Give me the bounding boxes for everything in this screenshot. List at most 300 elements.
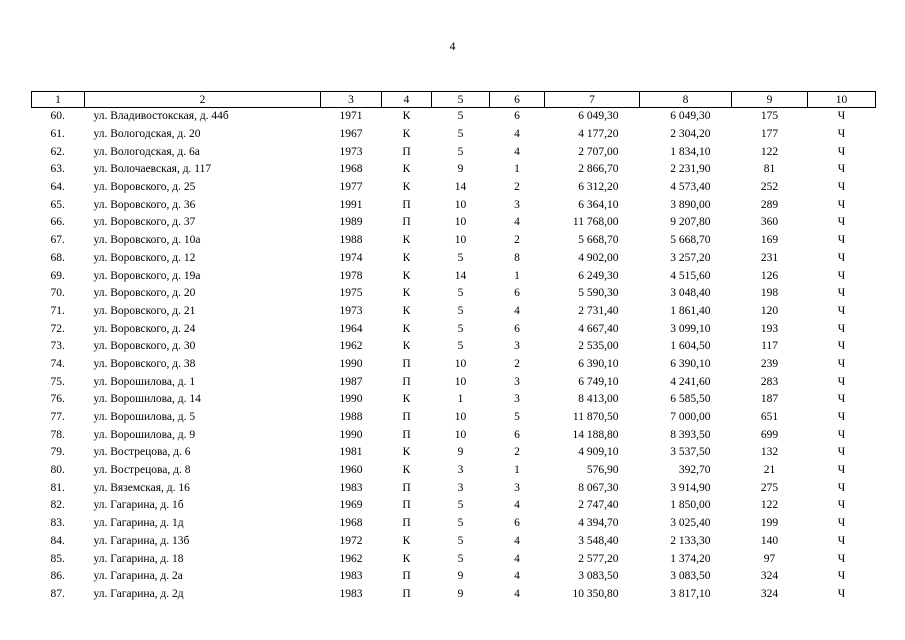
row-number-cell: 61. — [50, 128, 65, 141]
address-cell: ул. Вяземская, д. 16 — [93, 481, 190, 494]
total-area-cell: 6 364,10 — [578, 198, 619, 211]
residents-cell: 360 — [760, 216, 779, 229]
entrances-cell: 3 — [514, 375, 520, 388]
entrances-cell: 4 — [514, 145, 520, 158]
living-area-cell: 3 048,40 — [670, 287, 711, 300]
column-header: 9 — [732, 92, 808, 108]
total-area-cell: 6 390,10 — [578, 357, 619, 370]
row-number-cell: 85. — [50, 552, 65, 565]
floors-cell: 5 — [457, 340, 464, 353]
floors-cell: 5 — [457, 322, 464, 335]
total-area-cell: 576,90 — [586, 464, 619, 477]
address-cell: ул. Ворошилова, д. 14 — [93, 393, 201, 406]
row-number-cell: 81. — [50, 481, 65, 494]
residents-cell: 252 — [760, 181, 779, 194]
total-area-cell: 2 577,20 — [578, 552, 619, 565]
column-header: 6 — [490, 92, 545, 108]
table-row — [32, 356, 876, 374]
floors-cell: 10 — [454, 234, 467, 247]
residents-cell: 239 — [760, 357, 779, 370]
floors-cell: 5 — [457, 110, 464, 123]
category-cell: Ч — [837, 534, 846, 547]
build-year-cell: 1988 — [339, 234, 363, 247]
row-number-cell: 65. — [50, 198, 65, 211]
living-area-cell: 4 515,60 — [670, 269, 711, 282]
build-year-cell: 1990 — [339, 428, 363, 441]
total-area-cell: 2 535,00 — [578, 340, 619, 353]
total-area-cell: 6 049,30 — [578, 110, 619, 123]
entrances-cell: 6 — [514, 428, 520, 441]
table-row — [32, 303, 876, 321]
living-area-cell: 3 817,10 — [670, 587, 711, 600]
category-cell: Ч — [837, 499, 846, 512]
total-area-cell: 6 249,30 — [578, 269, 619, 282]
address-cell: ул. Ворошилова, д. 9 — [93, 428, 196, 441]
address-cell: ул. Вологодская, д. 20 — [93, 128, 201, 141]
build-year-cell: 1989 — [339, 216, 363, 229]
build-year-cell: 1971 — [339, 110, 363, 123]
entrances-cell: 8 — [514, 251, 520, 264]
residents-cell: 198 — [760, 287, 779, 300]
residents-cell: 651 — [760, 411, 779, 424]
address-cell: ул. Гагарина, д. 18 — [93, 552, 184, 565]
total-area-cell: 4 394,70 — [578, 517, 619, 530]
living-area-cell: 3 257,20 — [670, 251, 711, 264]
residents-cell: 231 — [760, 251, 779, 264]
address-cell: ул. Вострецова, д. 8 — [93, 464, 191, 477]
table-row — [32, 373, 876, 391]
floors-cell: 1 — [457, 393, 464, 406]
residents-cell: 199 — [760, 517, 779, 530]
living-area-cell: 1 604,50 — [670, 340, 711, 353]
row-number-cell: 72. — [50, 322, 65, 335]
living-area-cell: 4 241,60 — [670, 375, 711, 388]
category-cell: Ч — [837, 287, 846, 300]
row-number-cell: 86. — [50, 570, 65, 583]
address-cell: ул. Ворошилова, д. 1 — [93, 375, 196, 388]
residents-cell: 275 — [760, 481, 779, 494]
address-cell: ул. Воровского, д. 24 — [93, 322, 196, 335]
page-number: 4 — [449, 39, 456, 53]
table-row — [32, 586, 876, 604]
category-cell: Ч — [837, 517, 846, 530]
row-number-cell: 66. — [50, 216, 65, 229]
table-row — [32, 214, 876, 232]
total-area-cell: 5 590,30 — [578, 287, 619, 300]
category-cell: Ч — [837, 411, 846, 424]
table-row — [32, 444, 876, 462]
total-area-cell: 6 312,20 — [578, 181, 619, 194]
build-year-cell: 1973 — [339, 145, 363, 158]
table-row — [32, 497, 876, 515]
living-area-cell: 392,70 — [678, 464, 711, 477]
total-area-cell: 2 747,40 — [578, 499, 619, 512]
row-number-cell: 69. — [50, 269, 65, 282]
floors-cell: 14 — [454, 269, 467, 282]
address-cell: ул. Воровского, д. 12 — [93, 251, 196, 264]
wall-material-cell: П — [402, 216, 411, 229]
total-area-cell: 14 188,80 — [572, 428, 619, 441]
row-number-cell: 71. — [50, 304, 65, 317]
category-cell: Ч — [837, 304, 846, 317]
living-area-cell: 2 304,20 — [670, 128, 711, 141]
entrances-cell: 2 — [514, 357, 520, 370]
residents-cell: 117 — [761, 340, 778, 353]
floors-cell: 5 — [457, 534, 464, 547]
category-cell: Ч — [837, 393, 846, 406]
residents-cell: 126 — [760, 269, 779, 282]
build-year-cell: 1987 — [339, 375, 363, 388]
category-cell: Ч — [837, 251, 846, 264]
wall-material-cell: К — [402, 464, 411, 477]
total-area-cell: 2 866,70 — [578, 163, 619, 176]
floors-cell: 9 — [457, 587, 464, 600]
wall-material-cell: П — [402, 428, 411, 441]
wall-material-cell: П — [402, 145, 411, 158]
build-year-cell: 1972 — [339, 534, 363, 547]
entrances-cell: 3 — [514, 481, 520, 494]
build-year-cell: 1969 — [339, 499, 363, 512]
wall-material-cell: К — [402, 181, 411, 194]
residents-cell: 122 — [760, 145, 779, 158]
residents-cell: 193 — [760, 322, 779, 335]
wall-material-cell: П — [402, 375, 411, 388]
row-number-cell: 87. — [50, 587, 65, 600]
category-cell: Ч — [837, 216, 846, 229]
floors-cell: 5 — [457, 251, 464, 264]
table-row — [32, 533, 876, 551]
address-cell: ул. Воровского, д. 37 — [93, 216, 196, 229]
table-row — [32, 391, 876, 409]
entrances-cell: 4 — [514, 128, 520, 141]
address-cell: ул. Ворошилова, д. 5 — [93, 411, 196, 424]
build-year-cell: 1991 — [339, 198, 363, 211]
living-area-cell: 3 099,10 — [670, 322, 711, 335]
build-year-cell: 1968 — [339, 163, 363, 176]
entrances-cell: 4 — [514, 552, 520, 565]
table-row — [32, 426, 876, 444]
build-year-cell: 1990 — [339, 357, 363, 370]
floors-cell: 10 — [454, 198, 467, 211]
table-row — [32, 108, 876, 126]
table-row — [32, 179, 876, 197]
building-registry-table — [31, 91, 876, 603]
category-cell: Ч — [837, 357, 846, 370]
residents-cell: 97 — [763, 552, 776, 565]
address-cell: ул. Гагарина, д. 1д — [93, 517, 184, 530]
entrances-cell: 6 — [514, 287, 520, 300]
living-area-cell: 8 393,50 — [670, 428, 711, 441]
wall-material-cell: П — [402, 570, 411, 583]
floors-cell: 10 — [454, 357, 467, 370]
residents-cell: 324 — [760, 587, 779, 600]
total-area-cell: 4 909,10 — [578, 446, 619, 459]
build-year-cell: 1973 — [339, 304, 363, 317]
entrances-cell: 1 — [514, 464, 520, 477]
total-area-cell: 3 083,50 — [578, 570, 619, 583]
floors-cell: 10 — [454, 411, 467, 424]
build-year-cell: 1977 — [339, 181, 363, 194]
living-area-cell: 1 861,40 — [670, 304, 711, 317]
living-area-cell: 1 834,10 — [670, 145, 711, 158]
floors-cell: 5 — [457, 552, 464, 565]
address-cell: ул. Воровского, д. 30 — [93, 340, 196, 353]
total-area-cell: 11 870,50 — [572, 411, 619, 424]
build-year-cell: 1967 — [339, 128, 363, 141]
living-area-cell: 6 049,30 — [670, 110, 711, 123]
table-row — [32, 196, 876, 214]
row-number-cell: 75. — [50, 375, 65, 388]
floors-cell: 5 — [457, 517, 464, 530]
row-number-cell: 76. — [50, 393, 65, 406]
total-area-cell: 11 768,00 — [572, 216, 619, 229]
category-cell: Ч — [837, 464, 846, 477]
address-cell: ул. Гагарина, д. 2а — [93, 570, 183, 583]
wall-material-cell: К — [402, 534, 411, 547]
category-cell: Ч — [837, 163, 846, 176]
entrances-cell: 4 — [514, 304, 520, 317]
column-header: 3 — [321, 92, 382, 108]
address-cell: ул. Вологодская, д. 6а — [93, 145, 200, 158]
entrances-cell: 2 — [514, 234, 520, 247]
residents-cell: 132 — [760, 446, 779, 459]
column-header: 10 — [808, 92, 876, 108]
living-area-cell: 4 573,40 — [670, 181, 711, 194]
address-cell: ул. Воровского, д. 19а — [93, 269, 201, 282]
category-cell: Ч — [837, 428, 846, 441]
wall-material-cell: К — [402, 163, 411, 176]
floors-cell: 10 — [454, 216, 467, 229]
entrances-cell: 1 — [514, 163, 520, 176]
address-cell: ул. Гагарина, д. 13б — [93, 534, 190, 547]
entrances-cell: 4 — [514, 587, 520, 600]
living-area-cell: 6 585,50 — [670, 393, 711, 406]
living-area-cell: 1 850,00 — [670, 499, 711, 512]
entrances-cell: 3 — [514, 393, 520, 406]
table-row — [32, 126, 876, 144]
row-number-cell: 74. — [50, 357, 65, 370]
entrances-cell: 1 — [514, 269, 520, 282]
wall-material-cell: П — [402, 499, 411, 512]
living-area-cell: 9 207,80 — [670, 216, 711, 229]
entrances-cell: 3 — [514, 198, 520, 211]
category-cell: Ч — [837, 587, 846, 600]
table-row — [32, 320, 876, 338]
floors-cell: 5 — [457, 145, 464, 158]
category-cell: Ч — [837, 181, 846, 194]
living-area-cell: 2 231,90 — [670, 163, 711, 176]
entrances-cell: 3 — [514, 340, 520, 353]
entrances-cell: 2 — [514, 181, 520, 194]
category-cell: Ч — [837, 375, 846, 388]
wall-material-cell: К — [402, 287, 411, 300]
table-row — [32, 550, 876, 568]
residents-cell: 81 — [763, 163, 776, 176]
total-area-cell: 2 707,00 — [578, 145, 619, 158]
build-year-cell: 1988 — [339, 411, 363, 424]
category-cell: Ч — [837, 481, 846, 494]
address-cell: ул. Гагарина, д. 1б — [93, 499, 184, 512]
row-number-cell: 78. — [50, 428, 65, 441]
entrances-cell: 5 — [514, 411, 520, 424]
table-row — [32, 143, 876, 161]
floors-cell: 10 — [454, 428, 467, 441]
column-header: 7 — [545, 92, 640, 108]
living-area-cell: 7 000,00 — [670, 411, 711, 424]
address-cell: ул. Гагарина, д. 2д — [93, 587, 184, 600]
row-number-cell: 77. — [50, 411, 65, 424]
floors-cell: 5 — [457, 128, 464, 141]
floors-cell: 9 — [457, 446, 464, 459]
floors-cell: 14 — [454, 181, 467, 194]
address-cell: ул. Воровского, д. 25 — [93, 181, 196, 194]
address-cell: ул. Воровского, д. 38 — [93, 357, 196, 370]
entrances-cell: 6 — [514, 322, 520, 335]
column-number-header-row — [32, 92, 876, 108]
row-number-cell: 80. — [50, 464, 65, 477]
category-cell: Ч — [837, 110, 846, 123]
build-year-cell: 1983 — [339, 481, 363, 494]
address-cell: ул. Волочаевская, д. 117 — [93, 163, 212, 176]
wall-material-cell: П — [402, 198, 411, 211]
entrances-cell: 6 — [514, 517, 520, 530]
wall-material-cell: К — [402, 269, 411, 282]
build-year-cell: 1978 — [339, 269, 363, 282]
table-row — [32, 250, 876, 268]
column-header: 8 — [640, 92, 732, 108]
table-row — [32, 462, 876, 480]
living-area-cell: 5 668,70 — [670, 234, 711, 247]
wall-material-cell: П — [402, 587, 411, 600]
row-number-cell: 82. — [50, 499, 65, 512]
category-cell: Ч — [837, 269, 846, 282]
wall-material-cell: К — [402, 322, 411, 335]
column-header: 5 — [432, 92, 490, 108]
residents-cell: 122 — [760, 499, 779, 512]
table-row — [32, 409, 876, 427]
entrances-cell: 4 — [514, 570, 520, 583]
row-number-cell: 64. — [50, 181, 65, 194]
category-cell: Ч — [837, 340, 846, 353]
table-body — [32, 108, 876, 604]
build-year-cell: 1962 — [339, 340, 363, 353]
category-cell: Ч — [837, 145, 846, 158]
entrances-cell: 4 — [514, 499, 520, 512]
table-row — [32, 338, 876, 356]
build-year-cell: 1983 — [339, 587, 363, 600]
table-row — [32, 479, 876, 497]
floors-cell: 9 — [457, 163, 464, 176]
wall-material-cell: К — [402, 340, 411, 353]
residents-cell: 187 — [760, 393, 779, 406]
build-year-cell: 1962 — [339, 552, 363, 565]
wall-material-cell: П — [402, 411, 411, 424]
total-area-cell: 6 749,10 — [578, 375, 619, 388]
entrances-cell: 4 — [514, 534, 520, 547]
build-year-cell: 1990 — [339, 393, 363, 406]
wall-material-cell: П — [402, 481, 411, 494]
category-cell: Ч — [837, 198, 846, 211]
wall-material-cell: П — [402, 517, 411, 530]
floors-cell: 5 — [457, 287, 464, 300]
wall-material-cell: К — [402, 234, 411, 247]
build-year-cell: 1960 — [339, 464, 363, 477]
address-cell: ул. Владивостокская, д. 44б — [93, 110, 229, 123]
build-year-cell: 1968 — [339, 517, 363, 530]
wall-material-cell: К — [402, 304, 411, 317]
category-cell: Ч — [837, 552, 846, 565]
floors-cell: 5 — [457, 499, 464, 512]
table-row — [32, 285, 876, 303]
table-row — [32, 267, 876, 285]
floors-cell: 5 — [457, 304, 464, 317]
row-number-cell: 67. — [50, 234, 65, 247]
floors-cell: 9 — [457, 570, 464, 583]
row-number-cell: 73. — [50, 340, 65, 353]
living-area-cell: 3 083,50 — [670, 570, 711, 583]
living-area-cell: 6 390,10 — [670, 357, 711, 370]
row-number-cell: 83. — [50, 517, 65, 530]
living-area-cell: 3 025,40 — [670, 517, 711, 530]
wall-material-cell: К — [402, 393, 411, 406]
residents-cell: 120 — [760, 304, 779, 317]
total-area-cell: 5 668,70 — [578, 234, 619, 247]
total-area-cell: 4 177,20 — [578, 128, 619, 141]
row-number-cell: 84. — [50, 534, 65, 547]
build-year-cell: 1974 — [339, 251, 363, 264]
residents-cell: 324 — [760, 570, 779, 583]
residents-cell: 177 — [760, 128, 779, 141]
wall-material-cell: П — [402, 357, 411, 370]
table-row — [32, 568, 876, 586]
residents-cell: 140 — [760, 534, 779, 547]
row-number-cell: 62. — [50, 145, 65, 158]
floors-cell: 3 — [457, 464, 464, 477]
address-cell: ул. Воровского, д. 21 — [93, 304, 196, 317]
residents-cell: 283 — [760, 375, 779, 388]
wall-material-cell: К — [402, 251, 411, 264]
total-area-cell: 8 067,30 — [578, 481, 619, 494]
entrances-cell: 6 — [514, 110, 520, 123]
row-number-cell: 79. — [50, 446, 65, 459]
address-cell: ул. Воровского, д. 20 — [93, 287, 196, 300]
residents-cell: 175 — [760, 110, 779, 123]
category-cell: Ч — [837, 234, 846, 247]
row-number-cell: 63. — [50, 163, 65, 176]
table-row — [32, 232, 876, 250]
wall-material-cell: К — [402, 110, 411, 123]
total-area-cell: 4 667,40 — [578, 322, 619, 335]
table-row — [32, 161, 876, 179]
entrances-cell: 4 — [514, 216, 520, 229]
category-cell: Ч — [837, 570, 846, 583]
address-cell: ул. Вострецова, д. 6 — [93, 446, 191, 459]
row-number-cell: 70. — [50, 287, 65, 300]
build-year-cell: 1983 — [339, 570, 363, 583]
residents-cell: 699 — [760, 428, 779, 441]
floors-cell: 10 — [454, 375, 467, 388]
living-area-cell: 1 374,20 — [670, 552, 711, 565]
build-year-cell: 1981 — [339, 446, 363, 459]
column-header: 1 — [32, 92, 85, 108]
floors-cell: 3 — [457, 481, 464, 494]
residents-cell: 289 — [760, 198, 779, 211]
living-area-cell: 2 133,30 — [670, 534, 711, 547]
category-cell: Ч — [837, 322, 846, 335]
column-header: 4 — [382, 92, 432, 108]
total-area-cell: 10 350,80 — [572, 587, 619, 600]
living-area-cell: 3 914,90 — [670, 481, 711, 494]
